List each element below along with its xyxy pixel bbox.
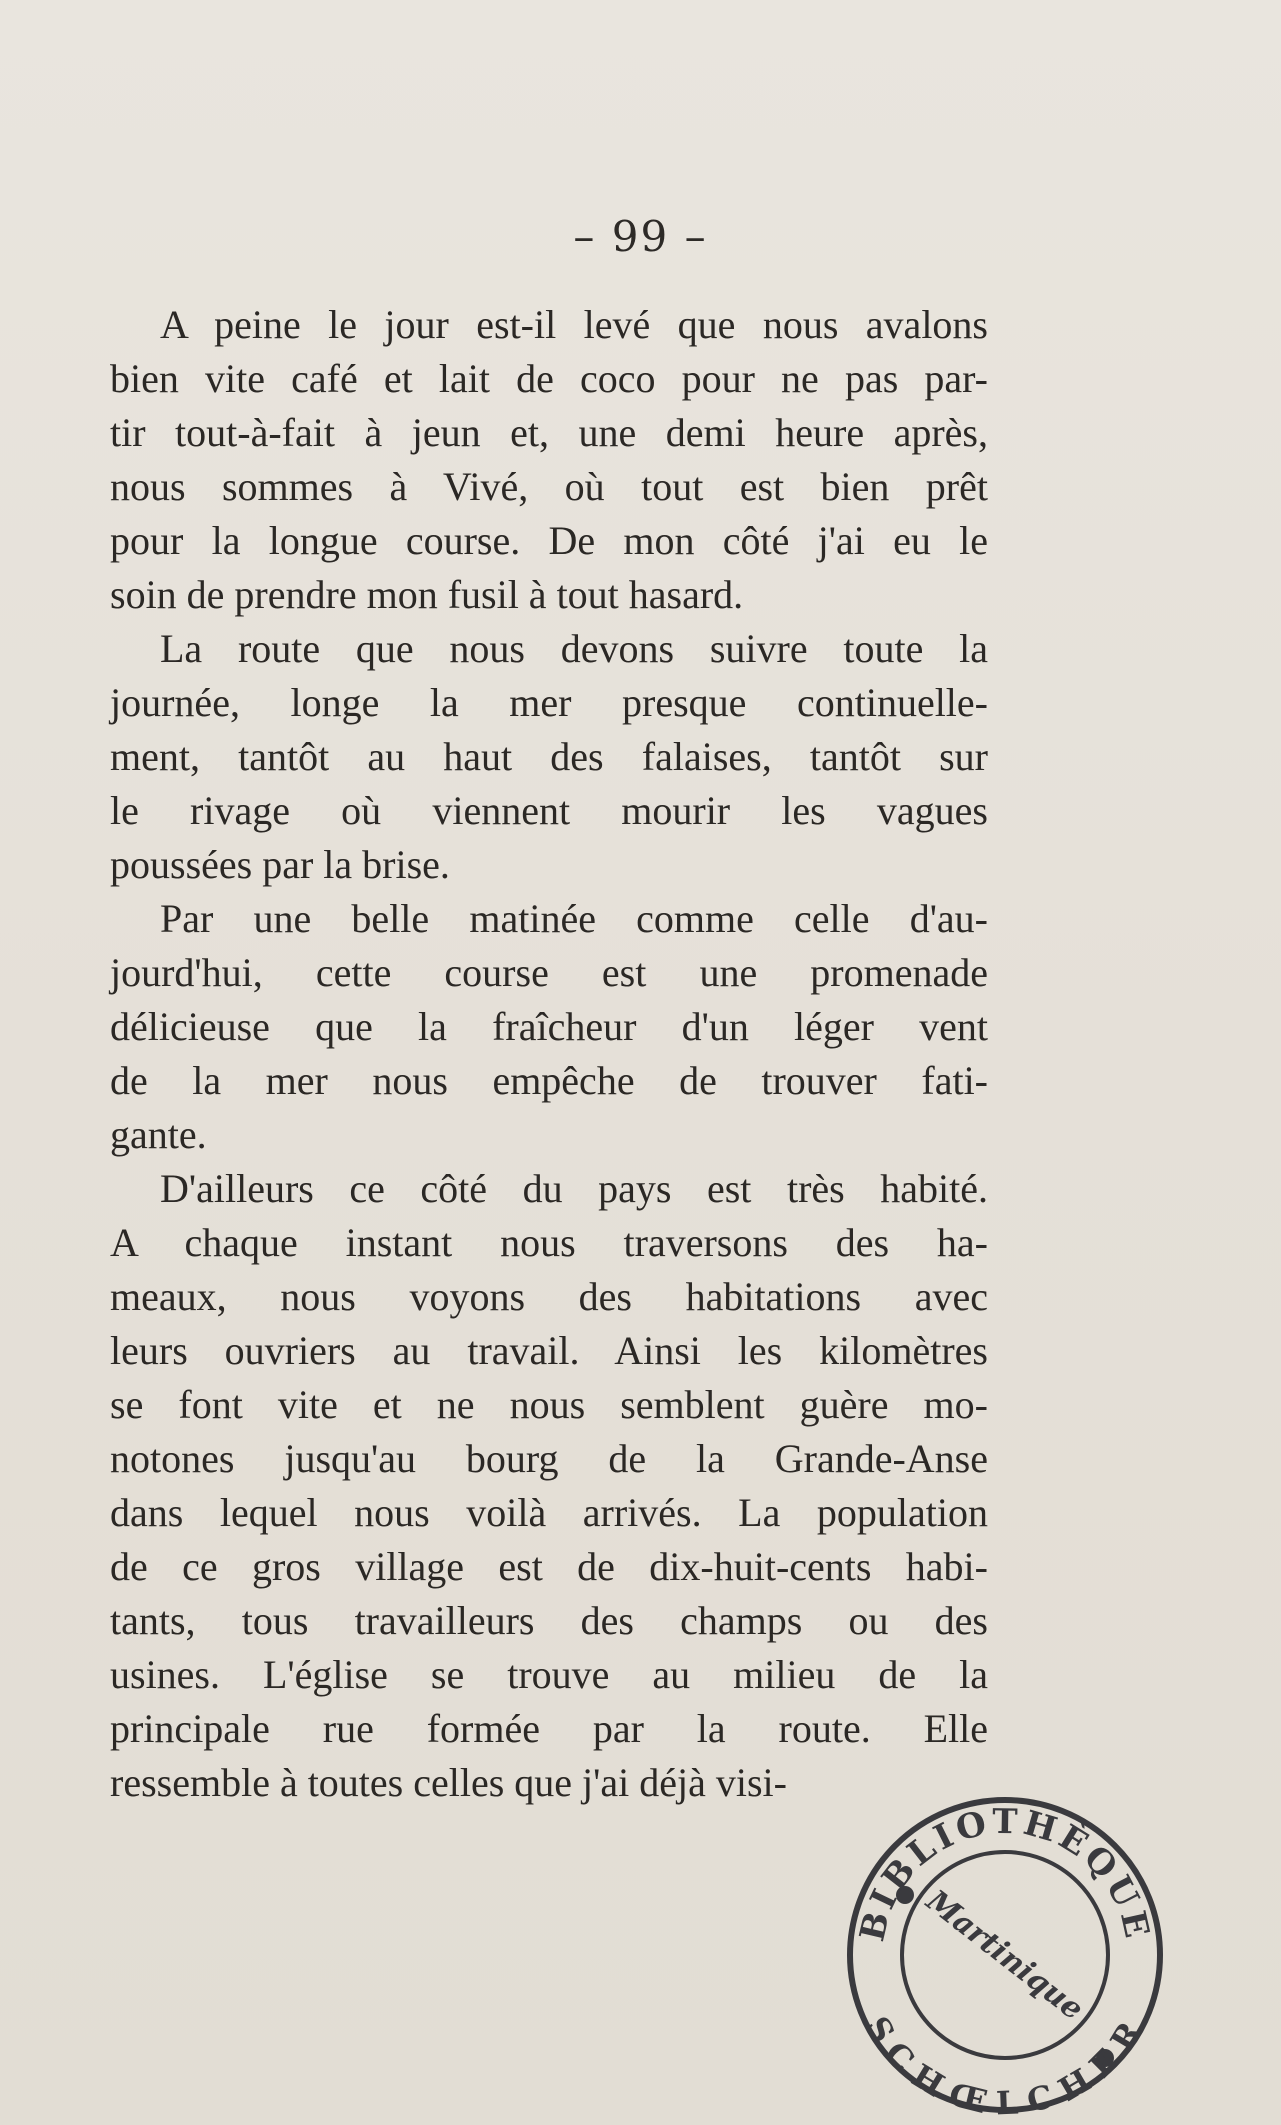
text-line: dans lequel nous voilà arrivés. La population (110, 1490, 988, 1535)
page-number: – 99 – (573, 212, 708, 261)
paragraph-3 (110, 892, 988, 1162)
text-line: Par une belle matinée comme celle d'au- (160, 896, 988, 941)
text-line: tants, tous travailleurs des champs ou des (110, 1598, 988, 1643)
text-line: A chaque instant nous traversons des ha- (110, 1220, 988, 1265)
text-line: ressemble à toutes celles que j'ai déjà visi- (110, 1760, 787, 1805)
text-line: le rivage où viennent mourir les vagues (110, 788, 988, 833)
body-text (110, 298, 988, 1810)
library-stamp (835, 1790, 1175, 2120)
stamp-top-text: BIBLIOTHÈQUE (852, 1801, 1158, 1946)
text-line: se font vite et ne nous semblent guère mo- (110, 1382, 988, 1427)
text-line: pour la longue course. De mon côté j'ai eu le (110, 518, 988, 563)
text-line: nous sommes à Vivé, où tout est bien prêt (110, 464, 988, 509)
text-line: usines. L'église se trouve au milieu de la (110, 1652, 988, 1697)
paragraph-1 (110, 298, 988, 622)
stamp-bottom-text: SCHŒLCHER (857, 2010, 1153, 2120)
text-line: poussées par la brise. (110, 842, 450, 887)
text-line: de ce gros village est de dix-huit-cents habi- (110, 1544, 988, 1589)
text-line: leurs ouvriers au travail. Ainsi les kilomètres (110, 1328, 988, 1373)
text-line: A peine le jour est-il levé que nous avalons (160, 302, 988, 347)
text-line: gante. (110, 1112, 207, 1157)
text-line: tir tout-à-fait à jeun et, une demi heure après, (110, 410, 988, 455)
text-line: jourd'hui, cette course est une promenade (110, 950, 988, 995)
paragraph-2 (110, 622, 988, 892)
text-line: D'ailleurs ce côté du pays est très habité. (160, 1166, 988, 1211)
text-line: journée, longe la mer presque continuelle- (110, 680, 988, 725)
text-line: notones jusqu'au bourg de la Grande-Anse (110, 1436, 988, 1481)
text-line: La route que nous devons suivre toute la (160, 626, 988, 671)
text-line: principale rue formée par la route. Elle (110, 1706, 988, 1751)
text-line: bien vite café et lait de coco pour ne pas par- (110, 356, 988, 401)
stamp-center-text: Martinique (919, 1883, 1090, 2028)
text-line: de la mer nous empêche de trouver fati- (110, 1058, 988, 1103)
text-line: ment, tantôt au haut des falaises, tantôt sur (110, 734, 988, 779)
paragraph-4 (110, 1162, 988, 1810)
text-line: soin de prendre mon fusil à tout hasard. (110, 572, 744, 617)
text-line: meaux, nous voyons des habitations avec (110, 1274, 988, 1319)
text-line: délicieuse que la fraîcheur d'un léger vent (110, 1004, 988, 1049)
